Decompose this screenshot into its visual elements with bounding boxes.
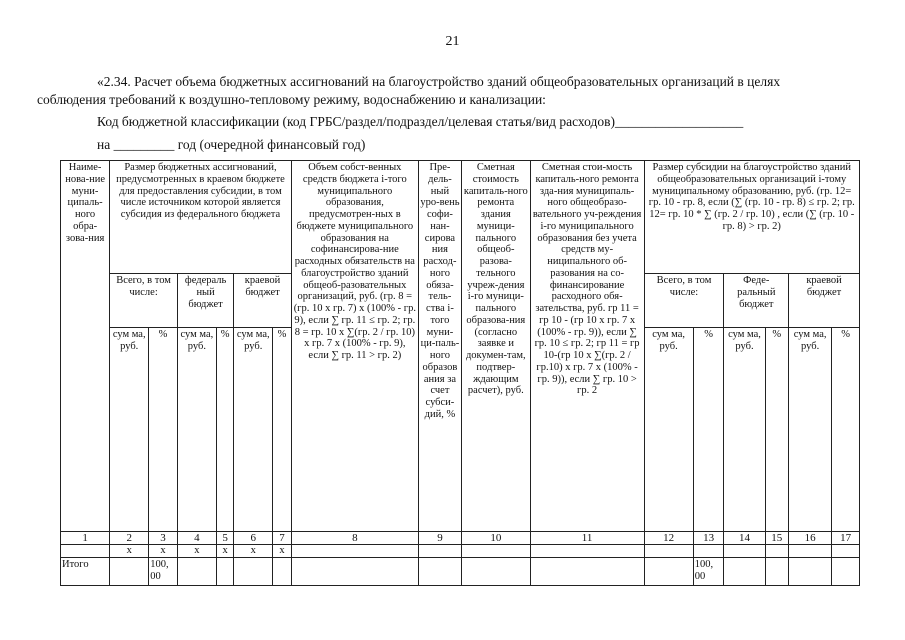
x-cell: х <box>149 545 178 558</box>
x-cell <box>61 545 110 558</box>
column-number: 10 <box>461 532 530 545</box>
heading-line-2: соблюдения требований к воздушно-тепловому режиму, водоснабжению и канализации: <box>37 92 546 107</box>
page-number: 21 <box>445 34 460 49</box>
estimated-cost-header: Сметная стоимость капиталь-ного ремонта здания муници-пального общеоб-разова-тельного учреж-дения i-го муници-пального образова-ния (согласно заявке и докумен-там, подтвер-ждающим расчет), руб. <box>461 161 530 532</box>
total-row-label: Итого <box>61 558 110 586</box>
subsidy-table <box>60 160 860 586</box>
percent-header: % <box>273 328 292 532</box>
cost-without-municipal-header: Сметная стои-мость капиталь-ного ремонта зда-ния муниципаль-ного общеобразо-вательного уч-реждения i-го муниципального образования без учета средств му-ниципального об-разования на со-финансирование расходного обя-зательства, руб. гр 11 = гр 10 - (гр 10 х гр. 7 х (100% - гр. 9)), если ∑ гр. 10 ≤ гр. 2; гр 11 = гр 10-(гр 10 х ∑(гр. 2 / гр.10) х гр. 7 х (100% - гр. 9)), если ∑ гр. 10 > гр. 2 <box>530 161 644 532</box>
x-cell <box>291 545 418 558</box>
sum-header: сум ма, руб. <box>724 328 765 532</box>
budget-allocation-group-header: Размер бюджетных ассигнований, предусмотренных в краевом бюджете для предоставления субсидии, в том числе источником которой является субсидия из федерального бюджета <box>110 161 292 274</box>
total-cell <box>530 558 644 586</box>
x-cell: х <box>234 545 273 558</box>
total-cell <box>234 558 273 586</box>
cofinancing-level-header: Пре-дель-ный уро-вень софи-нан-сирова ния расход-ного обяза-тель-ства i-того муни-ци-паль-ного образов ания за счет субси-дий, % <box>418 161 461 532</box>
own-funds-header: Объем собст-венных средств бюджета i-того муниципального образования, предусмотрен-ных в бюджете муниципального образования на софинансирова-ние расходных обязательств на благоустройство зданий общеоб-разовательных организаций, руб. (гр. 8 = (гр. 10 х гр. 7) х (100% - гр. 9), если ∑ гр. 11 ≤ гр. 2; гр. 8 = гр. 10 х ∑(гр. 2 / гр. 10) х гр. 7 х (100% - гр. 9), если ∑ гр. 11 > гр. 2) <box>291 161 418 532</box>
x-cell <box>644 545 693 558</box>
total-cell <box>461 558 530 586</box>
percent-header: % <box>765 328 789 532</box>
column-number: 8 <box>291 532 418 545</box>
total-percent-cell: 100, 00 <box>149 558 178 586</box>
total-percent-cell: 100, 00 <box>693 558 724 586</box>
sum-header: сум ма, руб. <box>177 328 216 532</box>
total-cell <box>110 558 149 586</box>
percent-header: % <box>149 328 178 532</box>
total-cell <box>216 558 233 586</box>
total-cell <box>177 558 216 586</box>
column-number: 3 <box>149 532 178 545</box>
column-number: 14 <box>724 532 765 545</box>
x-cell: х <box>273 545 292 558</box>
municipality-name-header: Наиме-нова-ние муни-ципаль-ного обра-зова-ния <box>61 161 110 532</box>
budget-code-line: Код бюджетной классификации (код ГРБС/раздел/подраздел/целевая статья/вид расходов)___________________ <box>97 114 744 129</box>
column-number: 4 <box>177 532 216 545</box>
x-cell <box>530 545 644 558</box>
x-cell: х <box>216 545 233 558</box>
x-cell <box>724 545 765 558</box>
total-cell <box>789 558 832 586</box>
percent-header: % <box>832 328 860 532</box>
x-cell <box>832 545 860 558</box>
heading-line-1: «2.34. Расчет объема бюджетных ассигнований на благоустройство зданий общеобразовательных организаций в целях <box>97 74 781 89</box>
column-number: 13 <box>693 532 724 545</box>
regional-budget-header: краевой бюджет <box>234 274 291 328</box>
x-cell <box>418 545 461 558</box>
fiscal-year-line: на _________ год (очередной финансовый год) <box>97 137 366 152</box>
sum-header: сум ма, руб. <box>644 328 693 532</box>
column-number: 6 <box>234 532 273 545</box>
percent-header: % <box>693 328 724 532</box>
x-cell <box>693 545 724 558</box>
total-cell <box>418 558 461 586</box>
x-cell <box>765 545 789 558</box>
total-cell <box>644 558 693 586</box>
total-cell <box>291 558 418 586</box>
x-cell <box>461 545 530 558</box>
column-number: 7 <box>273 532 292 545</box>
column-number: 2 <box>110 532 149 545</box>
sum-header: сум ма, руб. <box>110 328 149 532</box>
total-cell <box>724 558 765 586</box>
column-number: 5 <box>216 532 233 545</box>
subsidy-total-including-header: Всего, в том числе: <box>644 274 724 328</box>
subsidy-regional-budget-header: краевой бюджет <box>789 274 860 328</box>
x-cell <box>789 545 832 558</box>
column-number: 1 <box>61 532 110 545</box>
column-number: 15 <box>765 532 789 545</box>
column-number: 16 <box>789 532 832 545</box>
percent-header: % <box>216 328 233 532</box>
total-cell <box>765 558 789 586</box>
total-including-header: Всего, в том числе: <box>110 274 178 328</box>
x-cell: х <box>177 545 216 558</box>
total-cell <box>273 558 292 586</box>
column-number: 12 <box>644 532 693 545</box>
column-number: 11 <box>530 532 644 545</box>
x-cell: х <box>110 545 149 558</box>
federal-budget-header: федераль ный бюджет <box>177 274 233 328</box>
column-number: 17 <box>832 532 860 545</box>
total-cell <box>832 558 860 586</box>
column-number: 9 <box>418 532 461 545</box>
subsidy-federal-budget-header: Феде-ральный бюджет <box>724 274 789 328</box>
subsidy-size-group-header: Размер субсидии на благоустройство зданий общеобразовательных организаций i-тому муниципальному образованию, руб. (гр. 12= гр. 10 - гр. 8, если (∑ (гр. 10 - гр. 8) ≤ гр. 2; гр. 12= гр. 10 * ∑ (гр. 2 / гр. 10) , если (∑ (гр. 10 - гр. 8) > гр. 2) <box>644 161 860 274</box>
sum-header: сум ма, руб. <box>789 328 832 532</box>
sum-header: сум ма, руб. <box>234 328 273 532</box>
